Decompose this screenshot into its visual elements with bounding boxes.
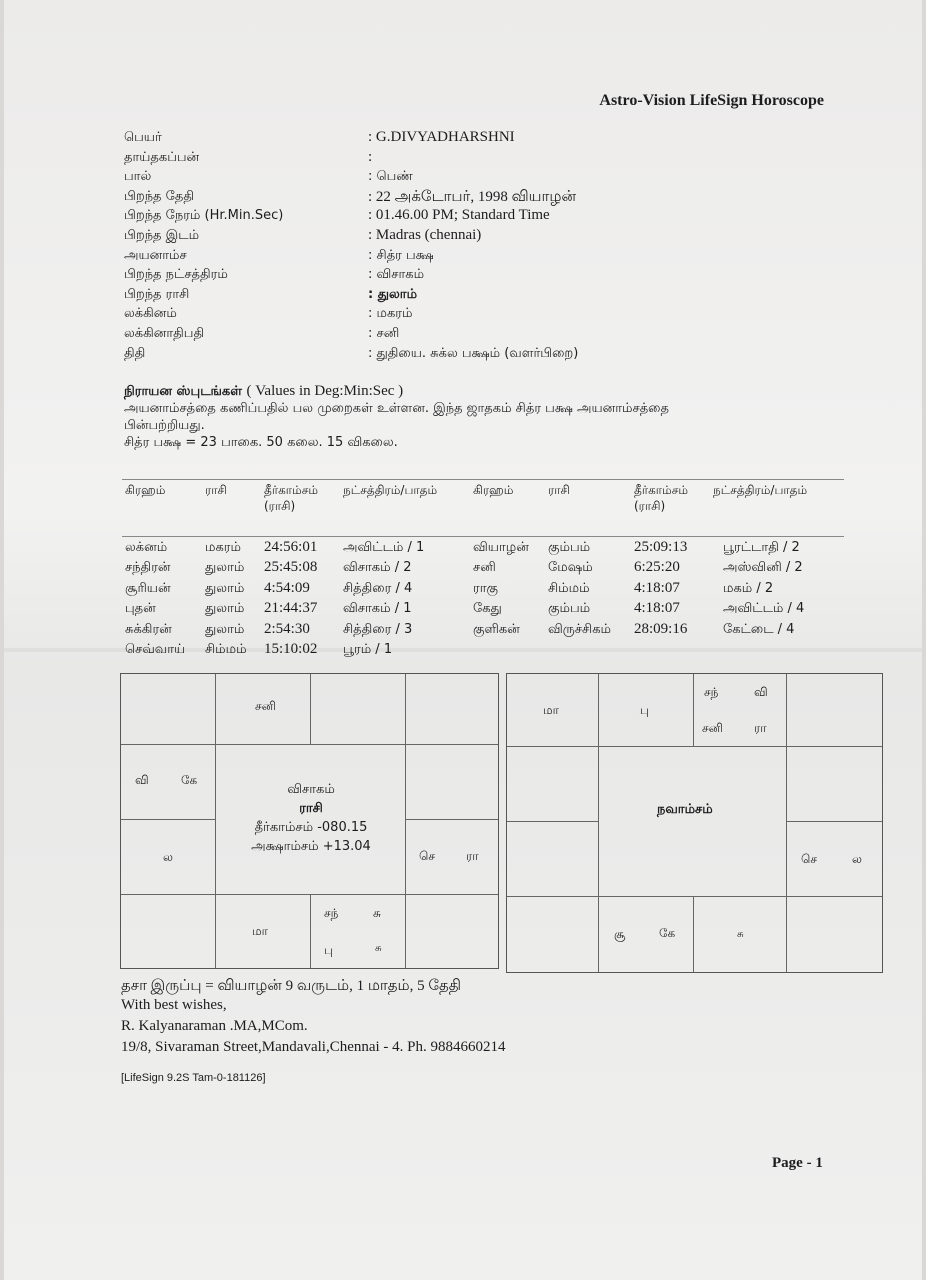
rasi-house-su: சு [373, 906, 381, 920]
bio-value: : சித்ர பக்ஷ [368, 247, 434, 263]
rasi-house-san: சந் [324, 906, 339, 920]
bio-value: : சனி [368, 325, 400, 341]
table-cell-g2: ராகு [473, 580, 498, 596]
bio-label: பிறந்த தேதி [124, 188, 194, 204]
dasa-balance: தசா இருப்பு = வியாழன் 9 வருடம், 1 மாதம், 5 தேதி [121, 978, 462, 994]
table-cell-r1: துலாம் [205, 580, 245, 596]
astrologer-name: R. Kalyanaraman .MA,MCom. [121, 1018, 308, 1034]
bio-value: : மகரம் [368, 306, 413, 322]
astrologer-address: 19/8, Sivaraman Street,Mandavali,Chennai - 4. Ph. 9884660214 [121, 1039, 506, 1055]
table-row [0, 642, 926, 662]
rasi-house-la: ல [163, 850, 173, 864]
table-cell-g2: குளிகன் [473, 621, 520, 637]
rasi-house-ke: கே [181, 773, 198, 787]
section-line-1: அயனாம்சத்தை கணிப்பதில் பல முறைகள் உள்ளன. இந்த ஜாதகம் சித்ர பக்ஷ அயனாம்சத்தை [124, 401, 669, 416]
table-cell-g2: கேது [473, 601, 502, 617]
table-cell-n2: பூரட்டாதி / 2 [723, 540, 800, 555]
section-line-3: சித்ர பக்ஷ = 23 பாகை. 50 கலை. 15 விகலை. [124, 435, 398, 450]
table-cell-g2: சனி [473, 560, 496, 576]
table-cell-g1: சுக்கிரன் [125, 621, 172, 637]
table-cell-d1: 24:56:01 [264, 539, 318, 555]
navamsa-chart [506, 673, 883, 973]
bio-label: பிறந்த நேரம் (Hr.Min.Sec) [124, 208, 284, 224]
rasi-house-pu: பு [324, 943, 333, 957]
table-cell-n2: அவிட்டம் / 4 [723, 601, 805, 617]
table-cell-n2: மகம் / 2 [723, 580, 774, 596]
navamsa-house-san: சந் [704, 685, 719, 699]
bio-label: பிறந்த ராசி [124, 286, 190, 302]
navamsa-house-vi: வி [754, 685, 768, 699]
table-cell-r1: துலாம் [205, 601, 245, 617]
table-cell-g1: சூரியன் [125, 580, 171, 596]
navamsa-house-ke: கே [659, 926, 676, 940]
table-top-rule [122, 479, 844, 480]
table-cell-n2: கேட்டை / 4 [723, 621, 795, 637]
col-tirka-1: தீர்காம்சம் (ராசி) [264, 483, 318, 513]
table-cell-g1: லக்னம் [125, 540, 168, 555]
rasi-house-vi: வி [135, 773, 149, 787]
navamsa-house-sani: சனி [702, 721, 723, 735]
bio-value: : விசாகம் [368, 267, 425, 283]
navamsa-house-pu: பு [640, 703, 649, 717]
table-row [0, 540, 926, 560]
table-cell-d2: 28:09:16 [634, 620, 688, 637]
table-cell-d1: 21:44:37 [264, 600, 318, 617]
bio-label: திதி [124, 345, 146, 361]
table-cell-d2: 4:18:07 [634, 579, 680, 596]
bio-value: : துதியை. சுக்ல பக்ஷம் (வளர்பிறை) [368, 345, 579, 361]
col-graham-2: கிரஹம் [473, 483, 514, 497]
bio-label: பால் [124, 169, 152, 185]
table-row [0, 560, 926, 580]
table-cell-n1: அவிட்டம் / 1 [343, 540, 425, 555]
col-rasi-2: ராசி [548, 483, 570, 497]
table-cell-d2: 6:25:20 [634, 559, 680, 576]
table-cell-d1: 4:54:09 [264, 579, 310, 596]
table-cell-d2: 4:18:07 [634, 600, 680, 617]
table-cell-n2: அஸ்வினி / 2 [723, 560, 803, 576]
wishes-line: With best wishes, [121, 997, 227, 1013]
bio-label: அயனாம்ச [124, 247, 187, 263]
table-cell-n1: விசாகம் / 2 [343, 560, 412, 576]
rasi-house-suk: சு [375, 943, 382, 954]
rasi-house-se: செ [419, 849, 435, 863]
table-cell-n1: சித்திரை / 4 [343, 580, 413, 596]
software-version: [LifeSign 9.2S Tam-0-181126] [121, 1072, 266, 1084]
table-cell-n1: பூரம் / 1 [343, 642, 393, 657]
navamsa-house-ma: மா [543, 703, 559, 717]
page-number: Page - 1 [772, 1155, 823, 1171]
navamsa-house-la: ல [852, 852, 862, 866]
navamsa-house-su: சு [737, 929, 744, 940]
table-cell-r2: மேஷம் [548, 560, 593, 576]
table-cell-d1: 15:10:02 [264, 641, 318, 657]
bio-value: : 01.46.00 PM; Standard Time [368, 207, 550, 224]
table-cell-r2: கும்பம் [548, 601, 591, 617]
table-cell-r1: மகரம் [205, 540, 241, 555]
table-cell-r2: விருச்சிகம் [548, 621, 611, 637]
table-row [0, 622, 926, 642]
bio-value: : 22 அக்டோபர், 1998 வியாழன் [368, 188, 576, 205]
section-line-2: பின்பற்றியது. [124, 418, 205, 433]
rasi-center-star: விசாகம் [287, 782, 335, 797]
table-cell-n1: விசாகம் / 1 [343, 601, 412, 617]
col-tirka-2: தீர்காம்சம் (ராசி) [634, 483, 688, 513]
document-header: Astro-Vision LifeSign Horoscope [599, 92, 824, 109]
navamsa-house-se: செ [801, 852, 817, 866]
nirayana-section [124, 383, 844, 451]
table-cell-r1: சிம்மம் [205, 642, 247, 657]
table-header-rule [122, 536, 844, 537]
table-cell-g1: புதன் [125, 601, 156, 617]
bio-label: பிறந்த நட்சத்திரம் [124, 267, 228, 283]
bio-value: : [368, 148, 373, 165]
table-row [0, 601, 926, 621]
table-cell-d1: 25:45:08 [264, 559, 318, 576]
navamsa-house-ra: ரா [754, 721, 767, 735]
table-cell-g2: வியாழன் [473, 540, 529, 555]
table-row [0, 581, 926, 601]
bio-label: தாய்தகப்பன் [124, 149, 200, 165]
bio-label: லக்கினாதிபதி [124, 325, 205, 341]
col-graham-1: கிரஹம் [125, 483, 166, 497]
rasi-center-aksha: அக்ஷாம்சம் +13.04 [251, 839, 371, 854]
rasi-center [221, 780, 401, 856]
table-cell-r1: துலாம் [205, 560, 245, 576]
bio-value: : பெண் [368, 169, 413, 185]
table-cell-r2: சிம்மம் [548, 580, 590, 596]
table-cell-n1: சித்திரை / 3 [343, 621, 413, 637]
rasi-house-sani: சனி [255, 699, 276, 713]
col-rasi-1: ராசி [205, 483, 227, 497]
table-cell-r2: கும்பம் [548, 540, 591, 555]
col-nakshatra-1: நட்சத்திரம்/பாதம் [343, 483, 438, 497]
section-title: நிராயன ஸ்புடங்கள் ( Values in Deg:Min:Sec ) [124, 383, 404, 399]
bio-label: பிறந்த இடம் [124, 227, 200, 243]
navamsa-center-title: நவாம்சம் [657, 802, 713, 817]
col-nakshatra-2: நட்சத்திரம்/பாதம் [713, 483, 808, 497]
bio-value: : Madras (chennai) [368, 226, 482, 243]
bio-value: : G.DIVYADHARSHNI [368, 129, 515, 145]
rasi-house-ra: ரா [466, 849, 479, 863]
table-cell-d1: 2:54:30 [264, 620, 310, 637]
bio-label: பெயர் [124, 130, 162, 145]
table-cell-r1: துலாம் [205, 621, 245, 637]
table-cell-d2: 25:09:13 [634, 539, 688, 555]
bio-value: : துலாம் [368, 286, 418, 302]
rasi-chart [120, 673, 499, 969]
table-cell-g1: செவ்வாய் [125, 642, 186, 657]
rasi-house-ma: மா [252, 924, 268, 938]
rasi-center-tirka: தீர்காம்சம் -080.15 [254, 820, 368, 835]
rasi-center-title: ராசி [299, 801, 323, 816]
navamsa-house-soo: சூ [614, 927, 626, 941]
table-cell-g1: சந்திரன் [125, 560, 171, 576]
bio-label: லக்கினம் [124, 306, 177, 322]
